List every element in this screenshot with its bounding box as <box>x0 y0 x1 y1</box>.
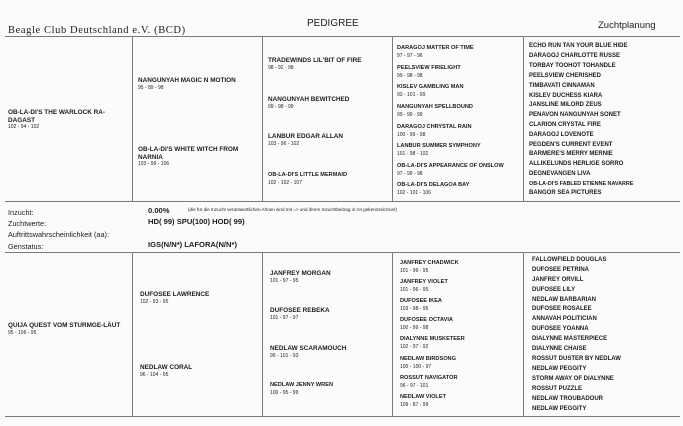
dog-scores: 100 - 99 - 98 <box>400 324 429 331</box>
column-divider <box>523 253 524 416</box>
sire-gen5-name: DARAGOJ CHARLOTTE RUSSE <box>529 53 621 59</box>
dog-scores: 102 - 102 - 107 <box>268 179 302 186</box>
dog-scores: 102 - 93 - 95 <box>140 298 169 305</box>
dam-great-grandparent-entry <box>400 375 458 389</box>
sire-grandparent-entry <box>268 96 349 110</box>
dog-scores: 99 - 98 - 99 <box>268 103 294 110</box>
dog-scores: 95 - 89 - 98 <box>138 84 164 91</box>
dog-name: DARAGOJ MATTER OF TIME <box>397 45 474 51</box>
dam-great-grandparent-entry <box>400 336 465 350</box>
dam-gen5-name: DUFOSEE YOANNA <box>532 326 589 332</box>
dog-name: JANFREY MORGAN <box>270 270 331 277</box>
sire-gen5-name: DARAGOJ LOVENOTE <box>529 132 594 138</box>
dog-scores: 97 - 97 - 96 <box>397 52 423 59</box>
dam-gen5-name: DUFOSEE ROSALEE <box>532 306 592 312</box>
dog-scores: 99 - 101 - 93 <box>270 352 299 359</box>
dog-scores: 99 - 99 - 99 <box>397 111 423 118</box>
dam-great-grandparent-entry <box>400 394 446 408</box>
dam-gen5-name: DUFOSEE PETRINA <box>532 267 590 273</box>
sire-gen5-name: KISLEV DUCHESS KIARA <box>529 93 603 99</box>
dog-scores: 97 - 99 - 98 <box>397 170 423 177</box>
dog-name: NANGUNYAH MAGIC N MOTION <box>138 77 236 84</box>
dam-grandparent-entry <box>270 270 331 284</box>
dog-scores: 99 - 98 - 98 <box>397 72 423 79</box>
sire-gen5-name: TIMBAVATI CINNAMAN <box>529 83 595 89</box>
dog-scores: 101 - 99 - 95 <box>400 267 429 274</box>
dog-name: JANFREY VIOLET <box>400 279 448 285</box>
dog-scores: 100 - 100 - 97 <box>400 363 432 370</box>
dog-name: KISLEV GAMBLING MAN <box>397 84 464 90</box>
dam-gen5-name: STORM AWAY OF DIALYNNE <box>532 376 614 382</box>
sire-entry <box>8 109 128 130</box>
sire-grandparent-entry <box>268 133 343 147</box>
sire-gen5-name: CLARION CRYSTAL FIRE <box>529 122 601 128</box>
dog-scores: 96 - 104 - 95 <box>140 371 169 378</box>
dog-scores: 102 - 97 - 92 <box>400 343 429 350</box>
dam-grandparent-entry <box>270 307 330 321</box>
dog-scores: 98 - 92 - 98 <box>268 64 294 71</box>
dam-gen5-name: NEDLAW TROUBADOUR <box>532 396 603 402</box>
sire-great-grandparent-entry <box>397 45 474 59</box>
sire-gen5-name: ALLIKELUNDS HERLIGE SORRO <box>529 161 624 167</box>
info-bottom-rule <box>5 252 680 253</box>
dog-name: OB-LA-DI'S LITTLE MERMAID <box>268 172 348 178</box>
sire-gen5-name: TORBAY TOOHOT TOHANDLE <box>529 63 616 69</box>
dog-name: NEDLAW SCARAMOUCH <box>270 345 347 352</box>
dog-name: OB-LA-DI'S APPEARANCE OF ONSLOW <box>397 163 504 169</box>
inzucht-value: 0.00% <box>148 206 170 215</box>
sire-gen5-name: ECHO RUN TAN YOUR BLUE HIDE <box>529 43 628 49</box>
dog-name: NEDLAW VIOLET <box>400 394 446 400</box>
dog-name: NEDLAW JENNY WREN <box>270 382 333 388</box>
dam-entry <box>8 322 128 336</box>
inzucht-note: (die für die Inzucht verantwortlichen Ahnen sind mit => und ihrem Inzuchtbeitrag in rot gekennzeichnet) <box>188 207 397 212</box>
dog-scores: 101 - 97 - 95 <box>270 277 299 284</box>
dam-gen5-name: FALLOWFIELD DOUGLAS <box>532 257 607 263</box>
dog-name: DUFOSEE OCTAVIA <box>400 317 453 323</box>
sire-gen5-name: DEGNEVANGEN LIVA <box>529 171 591 177</box>
dog-scores: 109 - 87 - 99 <box>400 401 429 408</box>
dog-name: NEDLAW BIRDSONG <box>400 356 456 362</box>
dog-scores: 100 - 99 - 98 <box>397 131 426 138</box>
dog-scores: 103 - 96 - 102 <box>268 140 300 147</box>
dog-name: OB-LA-DI'S DELAGOA BAY <box>397 182 470 188</box>
dog-name: PEELSVIEW FIRELIGHT <box>397 65 461 71</box>
dog-scores: 96 - 97 - 101 <box>400 382 429 389</box>
page-subtitle: Zuchtplanung <box>598 20 656 31</box>
dog-name: NANGUNYAH SPELLBOUND <box>397 104 473 110</box>
dog-scores: 101 - 96 - 95 <box>400 286 429 293</box>
dog-scores: 101 - 97 - 97 <box>270 314 299 321</box>
dam-great-grandparent-entry <box>400 298 442 312</box>
dog-scores: 103 - 98 - 95 <box>400 305 429 312</box>
dog-scores: 102 - 94 - 102 <box>8 124 40 130</box>
dam-gen5-name: NEDLAW BARBARIAN <box>532 297 596 303</box>
dog-scores: 101 - 98 - 102 <box>397 150 429 157</box>
dam-great-grandparent-entry <box>400 260 459 274</box>
dog-name: LANBUR EDGAR ALLAN <box>268 133 344 140</box>
dog-name: DUFOSEE LAWRENCE <box>140 291 210 298</box>
dam-great-grandparent-entry <box>400 356 456 370</box>
dog-name: TRADEWINDS LIL'BIT OF FIRE <box>268 57 362 64</box>
sire-parent-entry <box>138 146 258 167</box>
dam-gen5-name: ROSSUT PUZZLE <box>532 386 583 392</box>
page-title: PEDIGREE <box>307 18 359 29</box>
club-name: Beagle Club Deutschland e.V. (BCD) <box>8 25 186 36</box>
genstatus-label: Genstatus: <box>8 242 44 251</box>
dam-gen5-name: NEDLAW PEGGITY <box>532 366 587 372</box>
sire-great-grandparent-entry <box>397 84 464 98</box>
dog-scores: 103 - 99 - 106 <box>138 161 170 167</box>
sire-gen5-name: OB-LA-DI'S FABLED ETIENNE NAVARRE <box>529 181 634 187</box>
dam-gen5-name: NEDLAW PEGGITY <box>532 406 587 412</box>
dog-name: LANBUR SUMMER SYMPHONY <box>397 143 481 149</box>
dog-scores: 100 - 95 - 99 <box>270 389 299 396</box>
dog-name: QUIJA QUEST VOM STURMGE-LÄUT <box>8 322 121 329</box>
header-rule <box>5 36 680 37</box>
dog-name: OB-LA-DI'S WHITE WITCH FROM NARNIA <box>138 146 239 161</box>
column-divider <box>132 37 133 201</box>
sire-gen5-name: PEELSVIEW CHERISHED <box>529 73 602 79</box>
column-divider <box>392 37 393 201</box>
sire-great-grandparent-entry <box>397 104 473 118</box>
sire-great-grandparent-entry <box>397 143 481 157</box>
zuchtwerte-label: Zuchtwerte: <box>8 219 47 228</box>
dam-gen5-name: ROSSUT DUSTER BY NEDLAW <box>532 356 621 362</box>
dog-name: DUFOSEE IKEA <box>400 298 442 304</box>
dam-parent-entry <box>140 364 192 378</box>
dam-gen5-name: DIALYNNE MASTERPIECE <box>532 336 608 342</box>
column-divider <box>262 253 263 416</box>
sire-great-grandparent-entry <box>397 65 461 79</box>
dam-bottom-rule <box>5 416 680 417</box>
sire-grandparent-entry <box>268 172 347 186</box>
genstatus-value: IGS(N/N*) LAFORA(N/N*) <box>148 240 238 249</box>
dam-grandparent-entry <box>270 345 346 359</box>
dam-gen5-name: JANFREY ORVILL <box>532 277 584 283</box>
auftritt-label: Auftrittswahrscheinlichkeit (aa): <box>8 230 109 239</box>
dog-name: DIALYNNE MUSKETEER <box>400 336 465 342</box>
sire-gen5-name: PEGDEN'S CURRENT EVENT <box>529 142 613 148</box>
sire-gen5-name: JANSLINE MILORD ZEUS <box>529 102 602 108</box>
dam-parent-entry <box>140 291 209 305</box>
dog-name: OB-LA-DI'S THE WARLOCK RA-DAGAST <box>8 109 106 124</box>
dam-gen5-name: ANNAVAH POLITICIAN <box>532 316 597 322</box>
dam-gen5-name: DIALYNNE CHAISE <box>532 346 587 352</box>
column-divider <box>132 253 133 416</box>
dog-name: DARAGOJ CHRYSTAL RAIN <box>397 124 472 130</box>
sire-great-grandparent-entry <box>397 182 469 196</box>
column-divider <box>262 37 263 201</box>
dog-name: DUFOSEE REBEKA <box>270 307 330 314</box>
zuchtwerte-value: HD( 99) SPU(100) HOD( 99) <box>148 217 245 226</box>
sire-parent-entry <box>138 77 236 91</box>
dam-gen5-name: DUFOSEE LILY <box>532 287 576 293</box>
dog-scores: 102 - 101 - 106 <box>397 189 431 196</box>
sire-gen5-name: PENAVON NANGUNYAH SONET <box>529 112 621 118</box>
column-divider <box>392 253 393 416</box>
dog-name: NEDLAW CORAL <box>140 364 193 371</box>
dam-grandparent-entry <box>270 382 333 396</box>
dog-scores: 95 - 106 - 95 <box>8 329 37 336</box>
sire-great-grandparent-entry <box>397 124 471 138</box>
dog-name: NANGUNYAH BEWITCHED <box>268 96 350 103</box>
dog-name: ROSSUT NAVIGATOR <box>400 375 458 381</box>
inzucht-label: Inzucht: <box>8 208 34 217</box>
dam-great-grandparent-entry <box>400 279 448 293</box>
dam-great-grandparent-entry <box>400 317 453 331</box>
sire-gen5-name: BARMERE'S MERRY MERNIE <box>529 151 613 157</box>
sire-gen5-name: BANGOR SEA PICTURES <box>529 190 602 196</box>
column-divider <box>523 37 524 201</box>
sire-bottom-rule <box>5 201 680 202</box>
dog-scores: 93 - 101 - 99 <box>397 91 426 98</box>
sire-great-grandparent-entry <box>397 163 504 177</box>
dog-name: JANFREY CHADWICK <box>400 260 459 266</box>
sire-grandparent-entry <box>268 57 361 71</box>
